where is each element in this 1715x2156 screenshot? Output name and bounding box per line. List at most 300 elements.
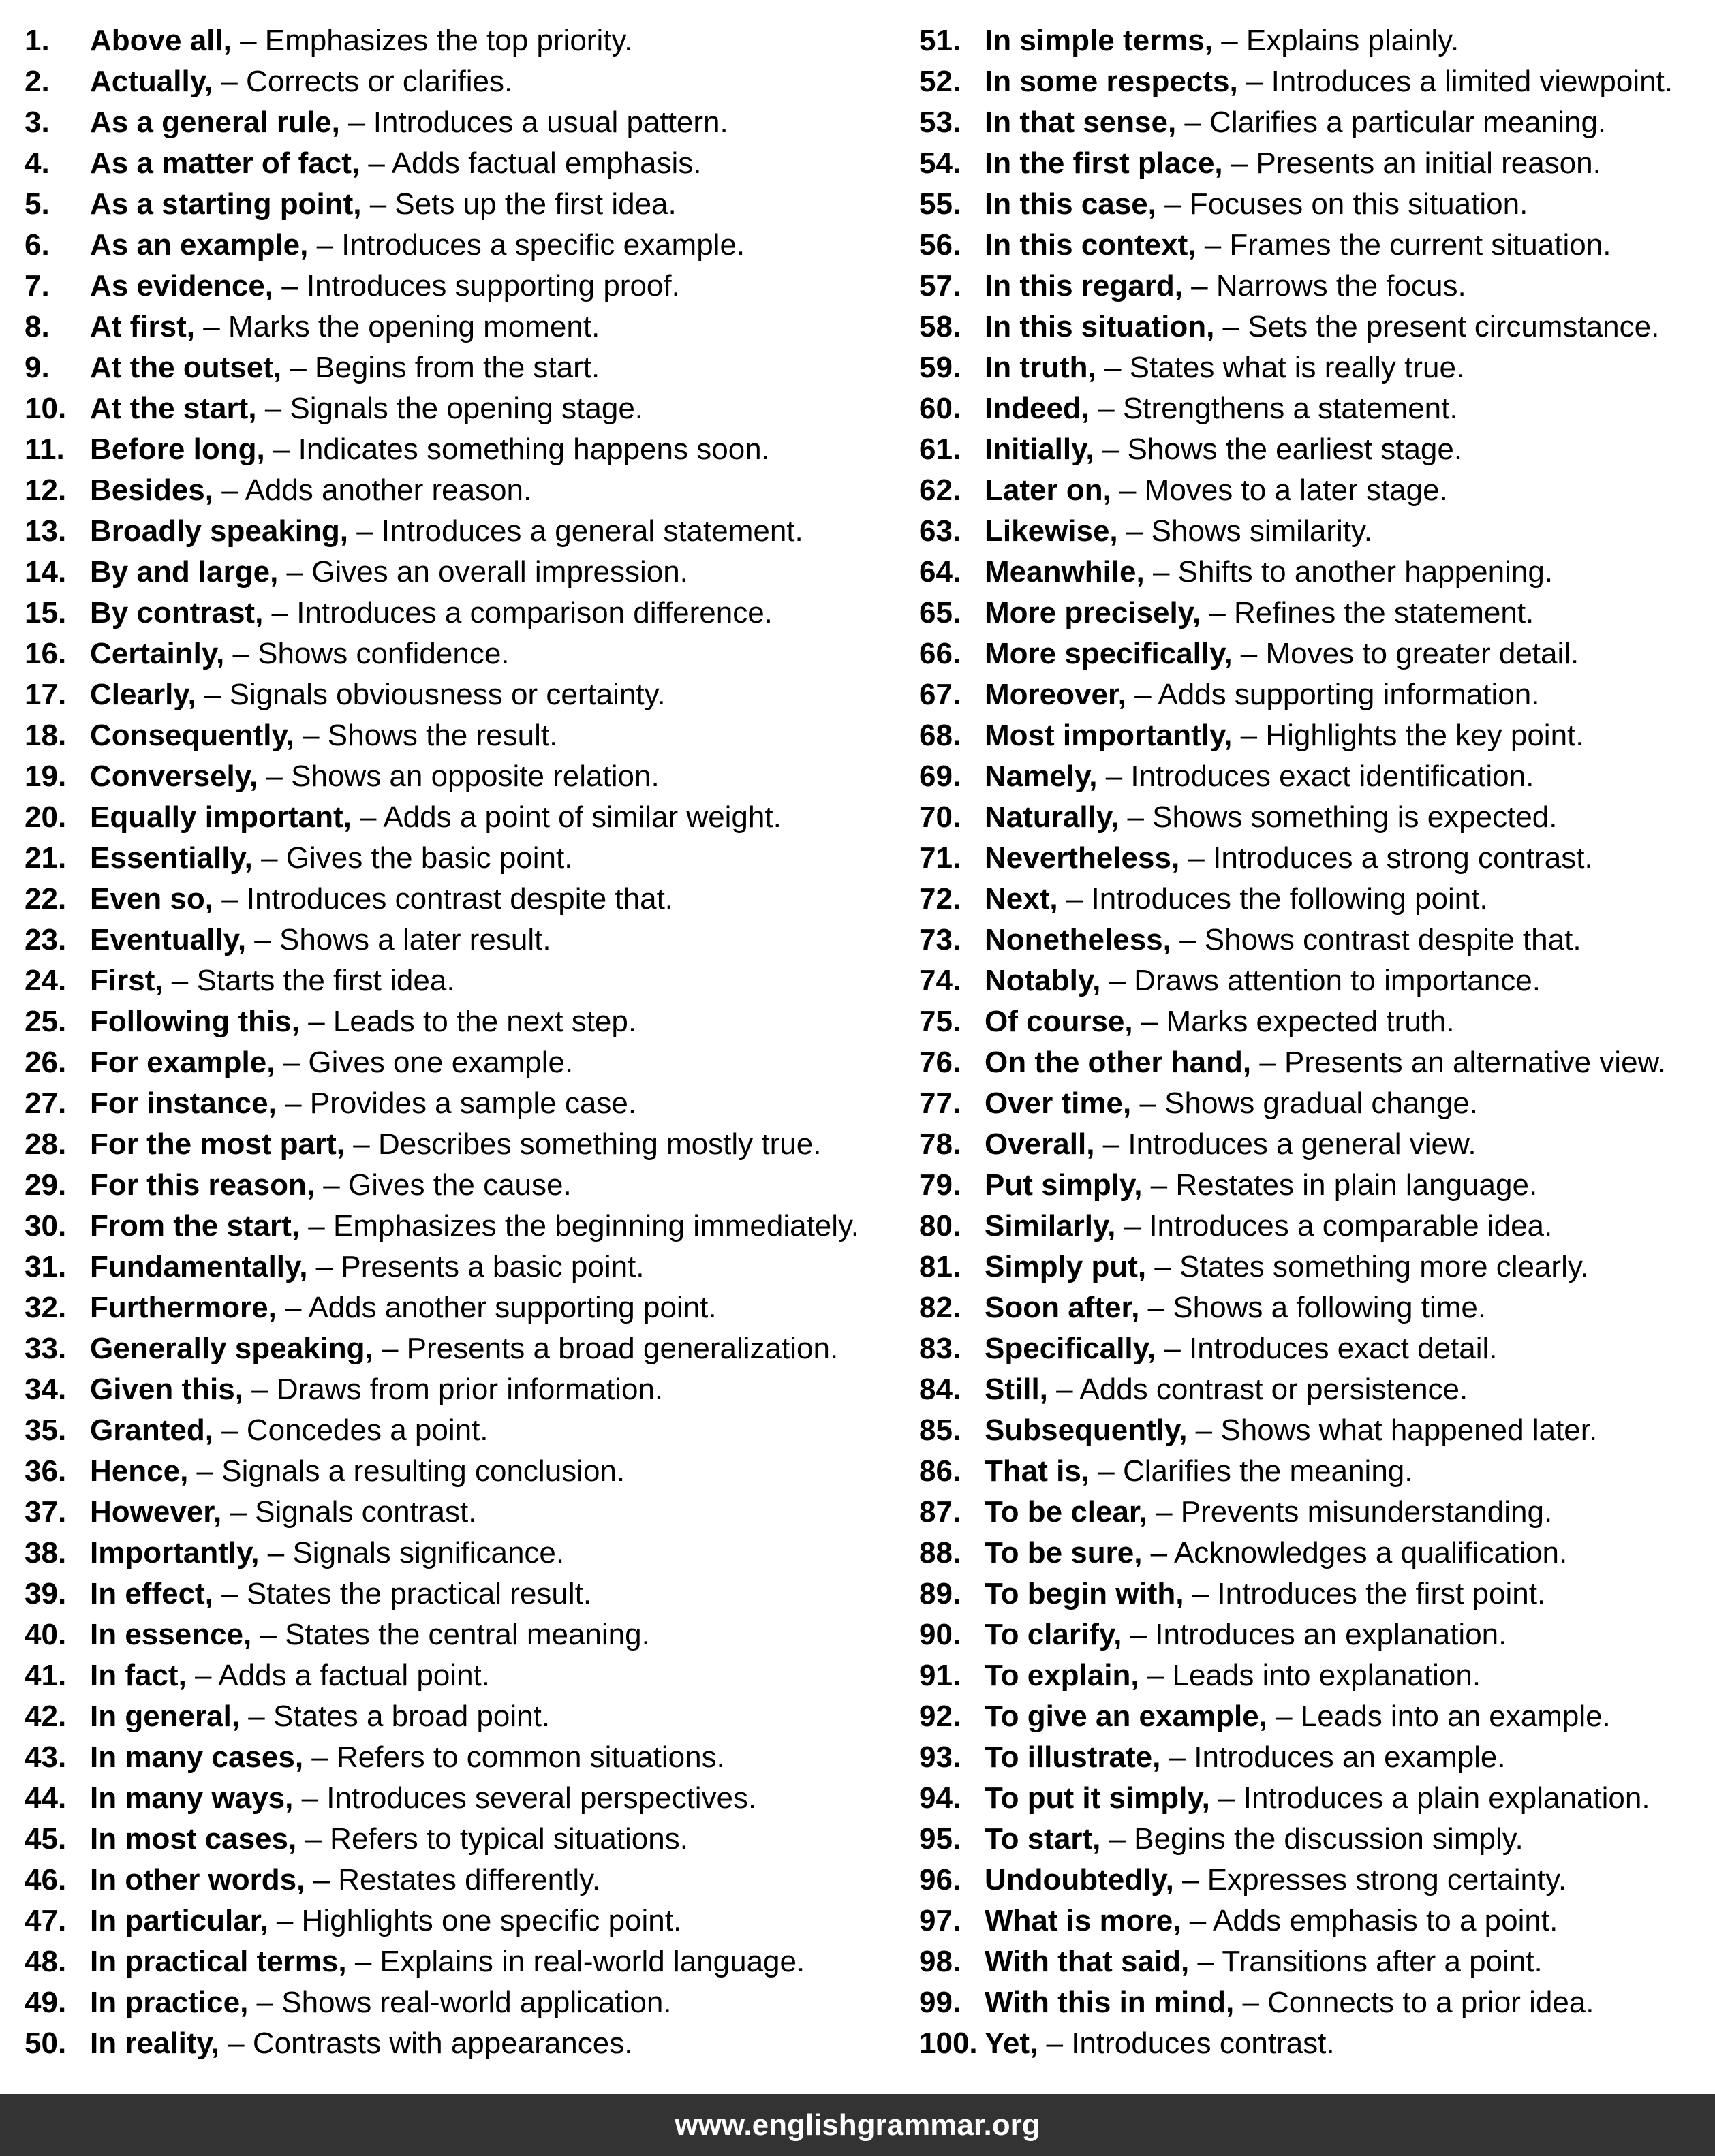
item-number: 5. — [25, 187, 50, 221]
item-description: – Describes something mostly true. — [345, 1127, 822, 1161]
item-number: 30. — [25, 1209, 67, 1243]
item-description: – Marks the opening moment. — [195, 310, 600, 343]
item-number: 79. — [919, 1168, 961, 1202]
item-description: – Shows an opposite relation. — [258, 760, 660, 793]
item-number: 26. — [25, 1046, 67, 1079]
item-description: – Signals a resulting conclusion. — [188, 1454, 625, 1488]
item-number: 86. — [919, 1454, 961, 1488]
list-item — [25, 61, 903, 102]
item-term: Fundamentally, — [90, 1250, 308, 1283]
item-term: At first, — [90, 310, 195, 343]
item-term: Most importantly, — [985, 719, 1233, 752]
item-description: – Introduces contrast despite that. — [213, 882, 674, 916]
list-item — [25, 1042, 903, 1083]
item-term: To be clear, — [985, 1495, 1147, 1529]
item-term: To be sure, — [985, 1536, 1143, 1569]
item-description: – Adds contrast or persistence. — [1047, 1373, 1468, 1406]
item-number: 31. — [25, 1250, 67, 1283]
item-term: Clearly, — [90, 678, 196, 711]
item-description: – Signals significance. — [259, 1536, 565, 1569]
item-description: – Introduces the first point. — [1184, 1577, 1546, 1610]
item-term: In reality, — [90, 2027, 219, 2060]
item-term: Importantly, — [90, 1536, 260, 1569]
item-description: – Presents a basic point. — [307, 1250, 645, 1283]
item-term: Above all, — [90, 24, 232, 57]
list-item — [25, 2023, 903, 2064]
item-number: 78. — [919, 1127, 961, 1161]
item-number: 98. — [919, 1945, 961, 1978]
item-description: – Adds supporting information. — [1126, 678, 1540, 711]
list-item — [25, 920, 903, 960]
list-item — [25, 879, 903, 920]
item-number: 60. — [919, 392, 961, 425]
list-item — [25, 266, 903, 307]
item-description: – Explains plainly. — [1213, 24, 1459, 57]
item-description: – Introduces a general view. — [1094, 1127, 1477, 1161]
item-term: On the other hand, — [985, 1046, 1252, 1079]
item-term: What is more, — [985, 1904, 1181, 1937]
item-term: In this regard, — [985, 269, 1183, 302]
list-item — [919, 1982, 1703, 2023]
item-number: 56. — [919, 228, 961, 262]
item-description: – Introduces a specific example. — [308, 228, 745, 262]
item-number: 27. — [25, 1087, 67, 1120]
item-description: – Clarifies a particular meaning. — [1176, 106, 1607, 139]
item-number: 12. — [25, 473, 67, 507]
item-description: – States the practical result. — [213, 1577, 592, 1610]
item-number: 67. — [919, 678, 961, 711]
item-description: – States a broad point. — [240, 1700, 551, 1733]
list-item — [25, 674, 903, 715]
item-number: 7. — [25, 269, 50, 302]
item-term: Conversely, — [90, 760, 258, 793]
item-term: Before long, — [90, 433, 265, 466]
item-number: 32. — [25, 1291, 67, 1324]
item-term: In other words, — [90, 1863, 305, 1896]
item-term: As a matter of fact, — [90, 146, 360, 180]
item-description: – States what is really true. — [1096, 351, 1465, 384]
item-number: 33. — [25, 1332, 67, 1365]
item-term: Later on, — [985, 473, 1111, 507]
item-description: – Introduces a plain explanation. — [1209, 1781, 1650, 1815]
item-term: In fact, — [90, 1659, 187, 1692]
item-number: 15. — [25, 596, 67, 629]
item-term: Granted, — [90, 1413, 213, 1447]
item-number: 88. — [919, 1536, 961, 1569]
item-term: Overall, — [985, 1127, 1095, 1161]
list-item — [25, 756, 903, 797]
item-number: 80. — [919, 1209, 961, 1243]
list-item — [25, 1083, 903, 1124]
item-term: With this in mind, — [985, 1986, 1235, 2019]
item-description: – Begins from the start. — [281, 351, 600, 384]
item-number: 81. — [919, 1250, 961, 1283]
item-term: As a general rule, — [90, 106, 340, 139]
list-item — [919, 634, 1703, 674]
item-term: In this case, — [985, 187, 1156, 221]
item-description: – Frames the current situation. — [1196, 228, 1611, 262]
list-item — [919, 715, 1703, 756]
item-description: – Provides a sample case. — [276, 1087, 637, 1120]
item-number: 76. — [919, 1046, 961, 1079]
item-description: – Leads into an example. — [1267, 1700, 1611, 1733]
item-term: From the start, — [90, 1209, 300, 1243]
item-number: 43. — [25, 1740, 67, 1774]
item-description: – Shows gradual change. — [1131, 1087, 1479, 1120]
item-number: 29. — [25, 1168, 67, 1202]
item-term: Besides, — [90, 473, 213, 507]
list-item — [25, 388, 903, 429]
list-item — [919, 1451, 1703, 1492]
item-number: 8. — [25, 310, 50, 343]
item-description: – Indicates something happens soon. — [264, 433, 770, 466]
item-number: 83. — [919, 1332, 961, 1365]
list-item — [25, 307, 903, 347]
list-item — [25, 429, 903, 470]
item-number: 84. — [919, 1373, 961, 1406]
website-link[interactable]: www.englishgrammar.org — [675, 2108, 1040, 2142]
item-term: Essentially, — [90, 841, 253, 875]
list-item — [25, 797, 903, 838]
list-item — [919, 1655, 1703, 1696]
item-number: 91. — [919, 1659, 961, 1692]
item-number: 36. — [25, 1454, 67, 1488]
item-description: – Presents a broad generalization. — [373, 1332, 839, 1365]
list-item — [919, 1410, 1703, 1451]
list-item — [25, 552, 903, 593]
list-item — [919, 674, 1703, 715]
item-description: – Gives the basic point. — [252, 841, 573, 875]
list-item — [25, 184, 903, 225]
item-number: 54. — [919, 146, 961, 180]
item-number: 85. — [919, 1413, 961, 1447]
item-number: 24. — [25, 964, 67, 997]
item-number: 92. — [919, 1700, 961, 1733]
item-term: However, — [90, 1495, 222, 1529]
item-description: – Shows real-world application. — [248, 1986, 672, 2019]
item-term: In essence, — [90, 1618, 252, 1651]
list-item — [25, 1574, 903, 1614]
item-term: In particular, — [90, 1904, 268, 1937]
list-item — [919, 960, 1703, 1001]
item-term: Likewise, — [985, 514, 1118, 548]
item-term: Namely, — [985, 760, 1098, 793]
list-item — [25, 1369, 903, 1410]
list-item — [25, 347, 903, 388]
item-number: 35. — [25, 1413, 67, 1447]
item-term: Hence, — [90, 1454, 189, 1488]
item-description: – Shifts to another happening. — [1144, 555, 1554, 589]
item-number: 14. — [25, 555, 67, 589]
item-number: 21. — [25, 841, 67, 875]
item-number: 11. — [25, 433, 65, 466]
item-term: Equally important, — [90, 800, 352, 834]
list-item — [919, 20, 1703, 61]
item-term: In simple terms, — [985, 24, 1214, 57]
item-term: To begin with, — [985, 1577, 1184, 1610]
item-description: – Introduces several perspectives. — [293, 1781, 757, 1815]
item-number: 47. — [25, 1904, 67, 1937]
item-number: 41. — [25, 1659, 67, 1692]
item-description: – States the central meaning. — [251, 1618, 650, 1651]
list-item — [919, 1778, 1703, 1819]
list-item — [919, 797, 1703, 838]
list-item — [919, 920, 1703, 960]
item-description: – Connects to a prior idea. — [1234, 1986, 1594, 2019]
item-term: With that said, — [985, 1945, 1190, 1978]
item-term: Actually, — [90, 65, 213, 98]
list-item — [25, 511, 903, 552]
item-description: – Contrasts with appearances. — [219, 2027, 633, 2060]
item-description: – Gives the cause. — [315, 1168, 572, 1202]
list-item — [25, 1941, 903, 1982]
item-term: For instance, — [90, 1087, 277, 1120]
item-description: – Shows the earliest stage. — [1094, 433, 1463, 466]
item-number: 45. — [25, 1822, 67, 1856]
item-term: Indeed, — [985, 392, 1090, 425]
list-item — [919, 1247, 1703, 1287]
list-item — [919, 225, 1703, 266]
list-item — [919, 347, 1703, 388]
item-number: 38. — [25, 1536, 67, 1569]
item-number: 4. — [25, 146, 50, 180]
list-item — [919, 184, 1703, 225]
list-item — [25, 1247, 903, 1287]
item-term: Naturally, — [985, 800, 1119, 834]
item-description: – Shows something is expected. — [1119, 800, 1558, 834]
item-description: – Restates in plain language. — [1142, 1168, 1538, 1202]
item-description: – Leads into explanation. — [1139, 1659, 1481, 1692]
item-description: – Prevents misunderstanding. — [1147, 1495, 1553, 1529]
item-number: 28. — [25, 1127, 67, 1161]
item-number: 66. — [919, 637, 961, 670]
item-number: 58. — [919, 310, 961, 343]
list-item — [919, 1614, 1703, 1655]
item-description: – States something more clearly. — [1146, 1250, 1589, 1283]
item-term: To give an example, — [985, 1700, 1267, 1733]
item-number: 62. — [919, 473, 961, 507]
list-item — [919, 1533, 1703, 1574]
list-item — [25, 1819, 903, 1860]
list-item — [919, 2023, 1703, 2064]
item-term: In effect, — [90, 1577, 213, 1610]
item-number: 77. — [919, 1087, 961, 1120]
list-item — [25, 960, 903, 1001]
item-description: – Refers to typical situations. — [296, 1822, 688, 1856]
item-number: 18. — [25, 719, 67, 752]
item-number: 17. — [25, 678, 67, 711]
item-description: – Introduces the following point. — [1057, 882, 1488, 916]
item-number: 97. — [919, 1904, 961, 1937]
item-number: 82. — [919, 1291, 961, 1324]
item-description: – Emphasizes the beginning immediately. — [300, 1209, 860, 1243]
item-description: – Sets up the first idea. — [361, 187, 677, 221]
item-description: – Focuses on this situation. — [1156, 187, 1528, 221]
item-term: Soon after, — [985, 1291, 1140, 1324]
item-number: 40. — [25, 1618, 67, 1651]
item-term: Broadly speaking, — [90, 514, 349, 548]
list-item — [25, 1533, 903, 1574]
item-number: 19. — [25, 760, 67, 793]
item-number: 46. — [25, 1863, 67, 1896]
item-description: – Moves to a later stage. — [1111, 473, 1448, 507]
item-description: – Introduces exact identification. — [1097, 760, 1534, 793]
item-description: – Explains in real-world language. — [346, 1945, 805, 1978]
item-description: – Presents an initial reason. — [1222, 146, 1601, 180]
item-description: – Begins the discussion simply. — [1100, 1822, 1524, 1856]
item-number: 16. — [25, 637, 67, 670]
item-description: – Narrows the focus. — [1182, 269, 1466, 302]
list-item — [25, 1655, 903, 1696]
item-number: 52. — [919, 65, 961, 98]
item-term: Similarly, — [985, 1209, 1116, 1243]
list-item — [25, 1901, 903, 1941]
list-item — [919, 1124, 1703, 1165]
item-term: Of course, — [985, 1005, 1133, 1038]
item-number: 59. — [919, 351, 961, 384]
list-item — [919, 552, 1703, 593]
list-item — [919, 593, 1703, 634]
item-description: – Emphasizes the top priority. — [231, 24, 633, 57]
item-term: In most cases, — [90, 1822, 297, 1856]
item-term: For this reason, — [90, 1168, 315, 1202]
item-number: 42. — [25, 1700, 67, 1733]
list-item — [25, 838, 903, 879]
item-number: 9. — [25, 351, 50, 384]
item-description: – Draws from prior information. — [243, 1373, 664, 1406]
item-term: Still, — [985, 1373, 1048, 1406]
item-description: – Shows the result. — [294, 719, 558, 752]
item-number: 48. — [25, 1945, 67, 1978]
list-item — [919, 1042, 1703, 1083]
item-term: In truth, — [985, 351, 1096, 384]
list-item — [919, 429, 1703, 470]
list-item — [25, 470, 903, 511]
item-description: – Gives one example. — [275, 1046, 574, 1079]
item-term: As evidence, — [90, 269, 274, 302]
item-term: In this context, — [985, 228, 1196, 262]
item-description: – Adds another supporting point. — [276, 1291, 717, 1324]
item-number: 23. — [25, 923, 67, 956]
item-number: 69. — [919, 760, 961, 793]
item-number: 20. — [25, 800, 67, 834]
item-term: Put simply, — [985, 1168, 1143, 1202]
list-item — [919, 1819, 1703, 1860]
item-term: By contrast, — [90, 596, 264, 629]
item-term: In the first place, — [985, 146, 1223, 180]
item-term: In many cases, — [90, 1740, 304, 1774]
list-item — [25, 20, 903, 61]
item-term: Moreover, — [985, 678, 1126, 711]
list-item — [919, 102, 1703, 143]
item-term: First, — [90, 964, 164, 997]
item-number: 93. — [919, 1740, 961, 1774]
list-item — [919, 1492, 1703, 1533]
item-term: Over time, — [985, 1087, 1132, 1120]
list-item — [25, 1982, 903, 2023]
item-description: – Introduces a strong contrast. — [1179, 841, 1593, 875]
item-number: 72. — [919, 882, 961, 916]
item-number: 51. — [919, 24, 961, 57]
list-item — [25, 634, 903, 674]
item-number: 37. — [25, 1495, 67, 1529]
item-number: 95. — [919, 1822, 961, 1856]
item-number: 3. — [25, 106, 50, 139]
list-item — [25, 143, 903, 184]
item-term: Following this, — [90, 1005, 300, 1038]
item-description: – Introduces exact detail. — [1156, 1332, 1498, 1365]
item-term: In that sense, — [985, 106, 1177, 139]
item-term: For the most part, — [90, 1127, 345, 1161]
item-number: 53. — [919, 106, 961, 139]
item-description: – Adds emphasis to a point. — [1181, 1904, 1558, 1937]
list-item — [25, 1451, 903, 1492]
item-description: – Refines the statement. — [1201, 596, 1534, 629]
item-description: – Signals the opening stage. — [256, 392, 644, 425]
list-item — [919, 1901, 1703, 1941]
list-item — [25, 1860, 903, 1901]
item-number: 71. — [919, 841, 961, 875]
list-item — [919, 1941, 1703, 1982]
item-number: 94. — [919, 1781, 961, 1815]
item-description: – Shows a following time. — [1139, 1291, 1487, 1324]
item-description: – Introduces a comparison difference. — [263, 596, 773, 629]
item-term: In many ways, — [90, 1781, 294, 1815]
list-item — [25, 225, 903, 266]
item-term: To put it simply, — [985, 1781, 1210, 1815]
item-term: Meanwhile, — [985, 555, 1145, 589]
list-item — [919, 1287, 1703, 1328]
item-number: 57. — [919, 269, 961, 302]
item-term: Consequently, — [90, 719, 294, 752]
item-term: Simply put, — [985, 1250, 1147, 1283]
list-item — [919, 1165, 1703, 1206]
item-description: – Transitions after a point. — [1189, 1945, 1543, 1978]
item-number: 70. — [919, 800, 961, 834]
item-number: 61. — [919, 433, 961, 466]
list-item — [25, 1737, 903, 1778]
item-number: 44. — [25, 1781, 67, 1815]
item-description: – Clarifies the meaning. — [1090, 1454, 1413, 1488]
list-item — [25, 1165, 903, 1206]
item-description: – Adds a point of similar weight. — [351, 800, 782, 834]
item-description: – Shows contrast despite that. — [1171, 923, 1581, 956]
list-item — [25, 1124, 903, 1165]
item-term: In this situation, — [985, 310, 1215, 343]
item-term: In practical terms, — [90, 1945, 347, 1978]
item-description: – Signals contrast. — [221, 1495, 477, 1529]
item-term: Next, — [985, 882, 1058, 916]
item-description: – Introduces an explanation. — [1122, 1618, 1507, 1651]
item-term: At the outset, — [90, 351, 282, 384]
item-description: – Highlights one specific point. — [268, 1904, 682, 1937]
item-description: – Leads to the next step. — [299, 1005, 637, 1038]
item-description: – Corrects or clarifies. — [213, 65, 513, 98]
item-description: – Starts the first idea. — [163, 964, 455, 997]
item-term: In some respects, — [985, 65, 1238, 98]
item-number: 65. — [919, 596, 961, 629]
item-description: – Expresses strong certainty. — [1173, 1863, 1567, 1896]
list-item — [919, 307, 1703, 347]
item-number: 100. — [919, 2027, 978, 2060]
item-term: To clarify, — [985, 1618, 1122, 1651]
list-item — [25, 1287, 903, 1328]
footer-bar — [0, 2094, 1715, 2156]
item-description: – Adds another reason. — [213, 473, 532, 507]
list-item — [919, 1328, 1703, 1369]
list-item — [919, 1860, 1703, 1901]
item-description: – Introduces a comparable idea. — [1115, 1209, 1553, 1243]
